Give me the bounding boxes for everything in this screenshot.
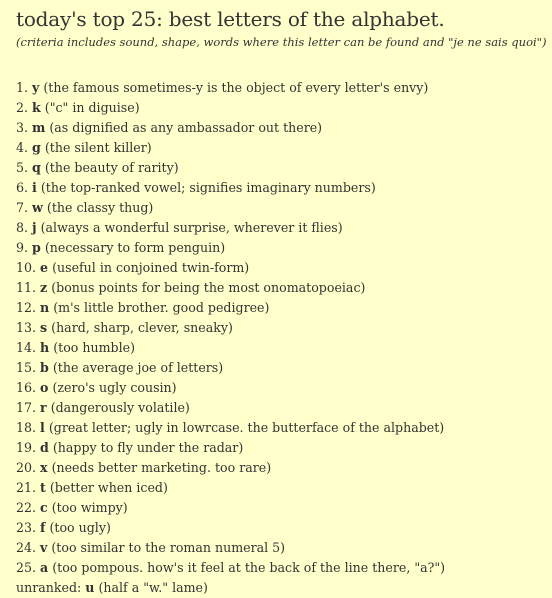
ranking-note: (the beauty of rarity) — [44, 160, 179, 175]
ranked-letter: c — [40, 500, 48, 515]
rank-number: 18. — [16, 420, 37, 435]
ranking-item — [16, 178, 542, 198]
ranking-note: (great letter; ugly in lowrcase. the butterface of the alphabet) — [48, 420, 445, 435]
ranking-item — [16, 158, 542, 178]
ranked-letter: z — [40, 280, 48, 295]
ranking-note: (happy to fly under the radar) — [52, 440, 244, 455]
rank-number: 9. — [16, 240, 29, 255]
ranked-letter: j — [32, 220, 37, 235]
ranking-item — [16, 458, 542, 478]
ranking-item — [16, 318, 542, 338]
rank-number: 23. — [16, 520, 37, 535]
ranking-item — [16, 278, 542, 298]
ranking-note: (too wimpy) — [51, 500, 128, 515]
ranked-letter: v — [40, 540, 48, 555]
rank-number: 1. — [16, 80, 29, 95]
ranked-letter: a — [40, 560, 49, 575]
rank-number: 3. — [16, 120, 29, 135]
ranking-note: (the top-ranked vowel; signifies imaginary numbers) — [40, 180, 376, 195]
rank-number: 25. — [16, 560, 37, 575]
ranked-letter: f — [40, 520, 46, 535]
ranking-item — [16, 378, 542, 398]
ranked-letter: w — [32, 200, 43, 215]
ranking-note: (the classy thug) — [46, 200, 154, 215]
ranked-letter: o — [40, 380, 49, 395]
ranking-item — [16, 578, 542, 598]
ranking-note: (the average joe of letters) — [52, 360, 224, 375]
ranked-letter: p — [32, 240, 41, 255]
rank-number: 7. — [16, 200, 29, 215]
ranking-note: (the famous sometimes-y is the object of every letter's envy) — [43, 80, 429, 95]
ranked-letter: q — [32, 160, 41, 175]
ranking-item — [16, 138, 542, 158]
rank-number: 11. — [16, 280, 37, 295]
rank-number: 13. — [16, 320, 37, 335]
page-title: today's top 25: best letters of the alphabet. — [16, 7, 445, 31]
rank-number: 10. — [16, 260, 37, 275]
ranking-item — [16, 98, 542, 118]
rank-number: 21. — [16, 480, 37, 495]
rank-number: 15. — [16, 360, 37, 375]
ranking-item — [16, 298, 542, 318]
ranked-letter: y — [32, 80, 40, 95]
rank-number: 5. — [16, 160, 29, 175]
ranked-letter: s — [40, 320, 48, 335]
ranking-item — [16, 498, 542, 518]
ranking-item — [16, 198, 542, 218]
ranking-note: (too pompous. how's it feel at the back of the line there, "a?") — [52, 560, 446, 575]
ranking-note: (necessary to form penguin) — [44, 240, 226, 255]
ranking-list — [16, 78, 542, 598]
ranked-letter: i — [32, 180, 37, 195]
rank-number: 24. — [16, 540, 37, 555]
ranked-letter: m — [32, 120, 46, 135]
rank-number: 8. — [16, 220, 29, 235]
ranking-note: (too ugly) — [49, 520, 111, 535]
ranking-item — [16, 78, 542, 98]
rank-number: 20. — [16, 460, 37, 475]
rank-number: 12. — [16, 300, 37, 315]
rank-number: 19. — [16, 440, 37, 455]
criteria-subtitle: (criteria includes sound, shape, words where this letter can be found and "je ne sais quoi") — [16, 35, 547, 49]
ranking-item — [16, 118, 542, 138]
ranking-note: (hard, sharp, clever, sneaky) — [51, 320, 233, 335]
ranked-letter: b — [40, 360, 49, 375]
ranked-letter: g — [32, 140, 41, 155]
ranking-item — [16, 398, 542, 418]
ranking-item — [16, 478, 542, 498]
ranking-item — [16, 258, 542, 278]
ranking-note: (bonus points for being the most onomatopoeiac) — [51, 280, 366, 295]
ranking-item — [16, 538, 542, 558]
rank-number: 16. — [16, 380, 37, 395]
ranking-note: (half a "w." lame) — [98, 580, 208, 595]
ranked-letter: d — [40, 440, 49, 455]
ranking-note: (the silent killer) — [44, 140, 152, 155]
ranking-note: (better when iced) — [49, 480, 168, 495]
ranked-letter: e — [40, 260, 49, 275]
ranking-item — [16, 238, 542, 258]
ranking-note: (zero's ugly cousin) — [52, 380, 177, 395]
ranking-item — [16, 418, 542, 438]
rank-number: 4. — [16, 140, 29, 155]
ranking-note: (dangerously volatile) — [50, 400, 190, 415]
ranking-item — [16, 338, 542, 358]
ranked-letter: k — [32, 100, 41, 115]
ranking-item — [16, 218, 542, 238]
rank-number: 22. — [16, 500, 37, 515]
rank-number: 14. — [16, 340, 37, 355]
ranked-letter: u — [85, 580, 95, 595]
ranking-item — [16, 518, 542, 538]
rank-number: 2. — [16, 100, 29, 115]
ranking-note: ("c" in diguise) — [44, 100, 140, 115]
ranked-letter: r — [40, 400, 47, 415]
ranking-item — [16, 358, 542, 378]
ranking-item — [16, 438, 542, 458]
ranking-item — [16, 558, 542, 578]
ranked-letter: t — [40, 480, 46, 495]
rank-number: 17. — [16, 400, 37, 415]
ranked-letter: h — [40, 340, 50, 355]
ranked-letter: l — [40, 420, 45, 435]
rank-number: 6. — [16, 180, 29, 195]
ranking-note: (always a wonderful surprise, wherever it flies) — [40, 220, 343, 235]
ranking-note: (as dignified as any ambassador out there) — [49, 120, 323, 135]
ranking-note: (m's little brother. good pedigree) — [53, 300, 270, 315]
rank-number: unranked: — [16, 580, 82, 595]
ranked-letter: x — [40, 460, 48, 475]
ranking-note: (too humble) — [53, 340, 135, 355]
ranking-note: (too similar to the roman numeral 5) — [51, 540, 286, 555]
ranked-letter: n — [40, 300, 50, 315]
ranking-note: (useful in conjoined twin-form) — [52, 260, 250, 275]
ranking-note: (needs better marketing. too rare) — [51, 460, 272, 475]
